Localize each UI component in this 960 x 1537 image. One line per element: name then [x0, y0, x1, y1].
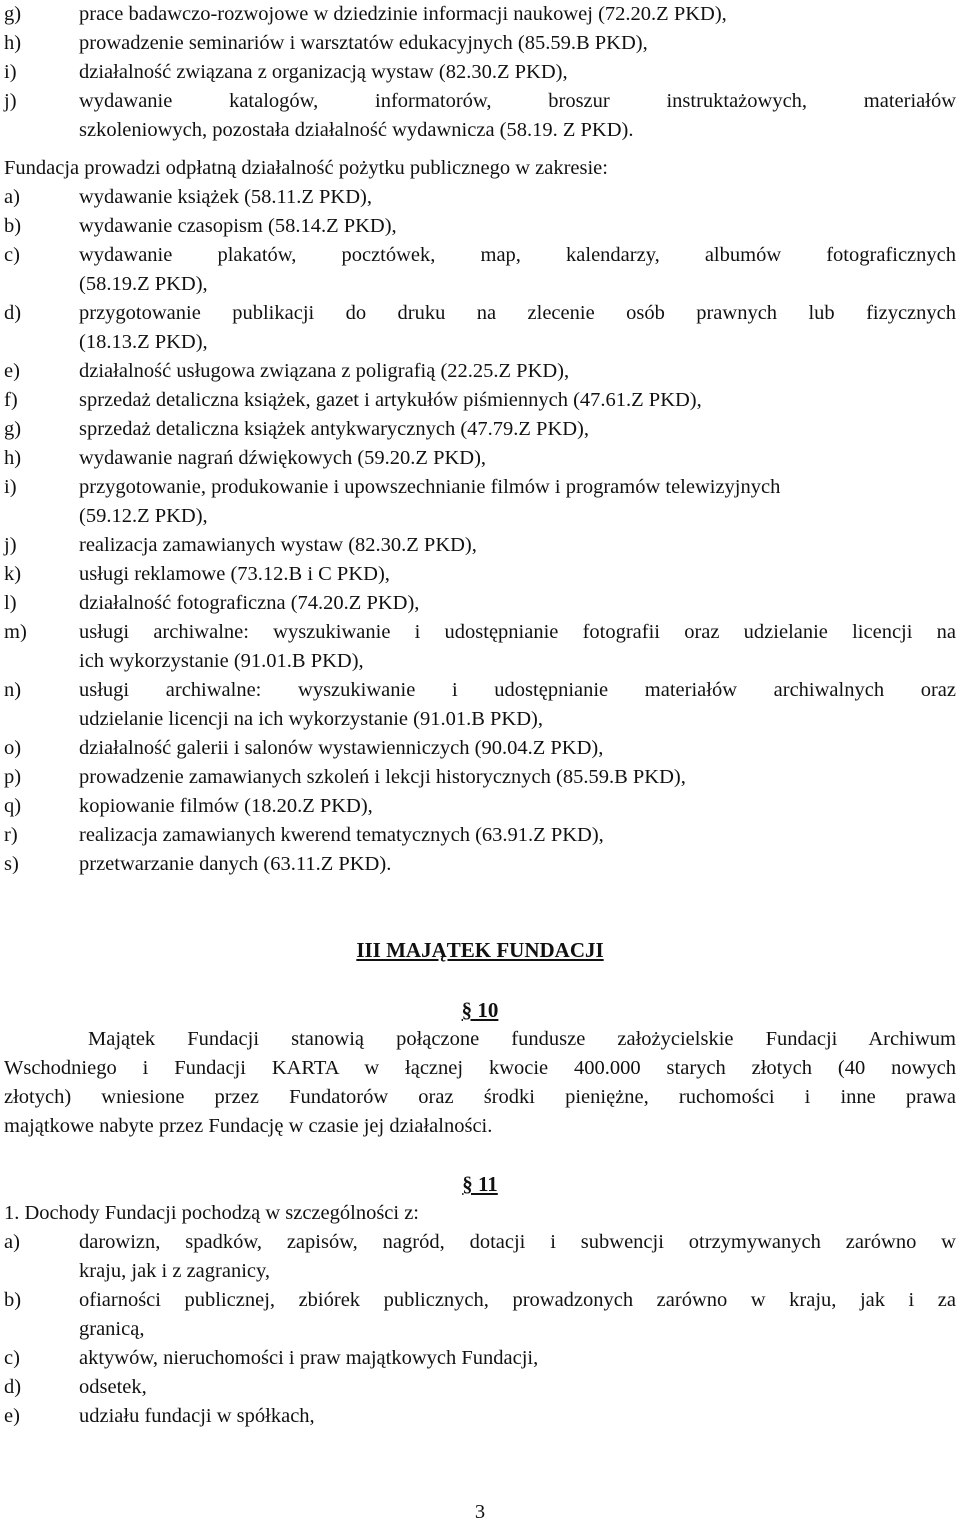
- list-item: [0, 734, 960, 762]
- list-item-label: h): [4, 32, 22, 54]
- paragraph-text: Majątek Fundacji stanowią połączone fundusze założycielskie Fundacji Archiwum: [88, 1028, 956, 1050]
- paragraph-10-line: [0, 1083, 960, 1111]
- list-item-text: realizacja zamawianych kwerend tematycznych (63.91.Z PKD),: [79, 824, 604, 846]
- list-item-label: n): [4, 679, 22, 701]
- list-item-continuation: [0, 116, 960, 144]
- list-item-text: (59.12.Z PKD),: [79, 505, 208, 527]
- paragraph-11-intro: [0, 1199, 960, 1227]
- list-item: [0, 1373, 960, 1401]
- paragraph-text: majątkowe nabyte przez Fundację w czasie jej działalności.: [4, 1115, 493, 1137]
- list-item-label: i): [4, 476, 17, 498]
- list-item: [0, 299, 960, 327]
- list-item: [0, 1344, 960, 1372]
- list-item-text: (58.19.Z PKD),: [79, 273, 208, 295]
- list-item-label: c): [4, 1347, 20, 1369]
- list-item-label: h): [4, 447, 22, 469]
- list-item: [0, 473, 960, 501]
- list-item-text: wydawanie plakatów, pocztówek, map, kalendarzy, albumów fotograficznych: [79, 244, 956, 266]
- paragraph-text: 1. Dochody Fundacji pochodzą w szczególności z:: [4, 1202, 420, 1224]
- list-item: [0, 792, 960, 820]
- list-item-text: realizacja zamawianych wystaw (82.30.Z PKD),: [79, 534, 477, 556]
- list-item-text: sprzedaż detaliczna książek antykwarycznych (47.79.Z PKD),: [79, 418, 590, 440]
- list-item: [0, 241, 960, 269]
- list-item-label: c): [4, 244, 20, 266]
- list-item: [0, 58, 960, 86]
- list-item-text: (18.13.Z PKD),: [79, 331, 208, 353]
- list-item: [0, 212, 960, 240]
- list-item-text: odsetek,: [79, 1376, 147, 1398]
- list-item: [0, 763, 960, 791]
- list-item-label: k): [4, 563, 22, 585]
- list-item: [0, 676, 960, 704]
- list-item-label: g): [4, 3, 22, 25]
- list-item-label: j): [4, 534, 17, 556]
- list-item: [0, 357, 960, 385]
- list-item-label: i): [4, 61, 17, 83]
- list-item-text: wydawanie nagrań dźwiękowych (59.20.Z PKD),: [79, 447, 487, 469]
- list-item-text: wydawanie książek (58.11.Z PKD),: [79, 186, 372, 208]
- list-item-text: udziału fundacji w spółkach,: [79, 1405, 315, 1427]
- list-item: [0, 415, 960, 443]
- list-item-continuation: [0, 328, 960, 356]
- list-item-text: darowizn, spadków, zapisów, nagród, dotacji i subwencji otrzymywanych zarówno w: [79, 1231, 956, 1253]
- list-item-text: szkoleniowych, pozostała działalność wydawnicza (58.19. Z PKD).: [79, 119, 634, 141]
- list-item-text: prowadzenie seminariów i warsztatów edukacyjnych (85.59.B PKD),: [79, 32, 648, 54]
- paragraph-10-line: [0, 1112, 960, 1140]
- list-item: [0, 1402, 960, 1430]
- list-item: [0, 850, 960, 878]
- list-item-continuation: [0, 502, 960, 530]
- list-item-label: a): [4, 1231, 20, 1253]
- list-item: [0, 0, 960, 28]
- list-item-label: r): [4, 824, 18, 846]
- list-item-text: działalność usługowa związana z poligrafią (22.25.Z PKD),: [79, 360, 570, 382]
- list-item: [0, 589, 960, 617]
- list-item-label: q): [4, 795, 22, 817]
- list-item-label: e): [4, 1405, 20, 1427]
- list-item-label: b): [4, 215, 22, 237]
- list-item-text: usługi reklamowe (73.12.B i C PKD),: [79, 563, 390, 585]
- list-item: [0, 1228, 960, 1256]
- list-item-text: sprzedaż detaliczna książek, gazet i artykułów piśmiennych (47.61.Z PKD),: [79, 389, 702, 411]
- list-item: [0, 560, 960, 588]
- list-item-text: aktywów, nieruchomości i praw majątkowych Fundacji,: [79, 1347, 539, 1369]
- paragraph-10-line: [0, 1025, 960, 1053]
- list-item-text: działalność fotograficzna (74.20.Z PKD),: [79, 592, 420, 614]
- list-item-text: działalność związana z organizacją wystaw (82.30.Z PKD),: [79, 61, 568, 83]
- list-item-label: j): [4, 90, 17, 112]
- list-item: [0, 1286, 960, 1314]
- list-item-text: kopiowanie filmów (18.20.Z PKD),: [79, 795, 373, 817]
- list-item: [0, 618, 960, 646]
- list-item-label: s): [4, 853, 19, 875]
- list-item-label: d): [4, 1376, 22, 1398]
- list-item-continuation: [0, 270, 960, 298]
- page-number: 3: [474, 1501, 486, 1523]
- list-item-label: b): [4, 1289, 22, 1311]
- list-item-text: prowadzenie zamawianych szkoleń i lekcji historycznych (85.59.B PKD),: [79, 766, 686, 788]
- list-item: [0, 87, 960, 115]
- list-item-label: o): [4, 737, 22, 759]
- list-item-text: przetwarzanie danych (63.11.Z PKD).: [79, 853, 392, 875]
- list-item-text: usługi archiwalne: wyszukiwanie i udostępnianie fotografii oraz udzielanie licencji na: [79, 621, 956, 643]
- intro-text: Fundacja prowadzi odpłatną działalność pożytku publicznego w zakresie:: [4, 157, 608, 179]
- list-item-text: wydawanie katalogów, informatorów, broszur instruktażowych, materiałów: [79, 90, 956, 112]
- list-item-text: kraju, jak i z zagranicy,: [79, 1260, 271, 1282]
- list-item-text: działalność galerii i salonów wystawienniczych (90.04.Z PKD),: [79, 737, 604, 759]
- list-item-continuation: [0, 647, 960, 675]
- list-item-label: m): [4, 621, 27, 643]
- list-item: [0, 531, 960, 559]
- list-item-continuation: [0, 1257, 960, 1285]
- list-item-text: przygotowanie, produkowanie i upowszechnianie filmów i programów telewizyjnych: [79, 476, 781, 498]
- paragraph-11-title: § 11: [462, 1172, 498, 1196]
- list-item-text: granicą,: [79, 1318, 145, 1340]
- list-item: [0, 821, 960, 849]
- list-item-continuation: [0, 705, 960, 733]
- list-item-label: e): [4, 360, 20, 382]
- list-item-text: wydawanie czasopism (58.14.Z PKD),: [79, 215, 397, 237]
- paragraph-text: Wschodniego i Fundacji KARTA w łącznej kwocie 400.000 starych złotych (40 nowych: [4, 1057, 956, 1079]
- paragraph-10-line: [0, 1054, 960, 1082]
- section-heading: III MAJĄTEK FUNDACJI: [356, 938, 604, 962]
- intro-paragraph: [0, 154, 960, 182]
- list-item-label: a): [4, 186, 20, 208]
- list-item-text: usługi archiwalne: wyszukiwanie i udostępnianie materiałów archiwalnych oraz: [79, 679, 956, 701]
- list-item-text: ich wykorzystanie (91.01.B PKD),: [79, 650, 364, 672]
- list-item-label: g): [4, 418, 22, 440]
- list-item-label: p): [4, 766, 22, 788]
- list-item: [0, 386, 960, 414]
- list-item-label: d): [4, 302, 22, 324]
- list-item-text: prace badawczo-rozwojowe w dziedzinie informacji naukowej (72.20.Z PKD),: [79, 3, 727, 25]
- paragraph-text: złotych) wniesione przez Fundatorów oraz środki pieniężne, ruchomości i inne prawa: [4, 1086, 956, 1108]
- list-item-text: ofiarności publicznej, zbiórek publicznych, prowadzonych zarówno w kraju, jak i za: [79, 1289, 956, 1311]
- list-item-text: udzielanie licencji na ich wykorzystanie (91.01.B PKD),: [79, 708, 543, 730]
- list-item: [0, 29, 960, 57]
- list-item: [0, 444, 960, 472]
- list-item-label: l): [4, 592, 17, 614]
- list-item-text: przygotowanie publikacji do druku na zlecenie osób prawnych lub fizycznych: [79, 302, 956, 324]
- list-item-label: f): [4, 389, 18, 411]
- paragraph-10-title: § 10: [461, 998, 499, 1022]
- list-item-continuation: [0, 1315, 960, 1343]
- list-item: [0, 183, 960, 211]
